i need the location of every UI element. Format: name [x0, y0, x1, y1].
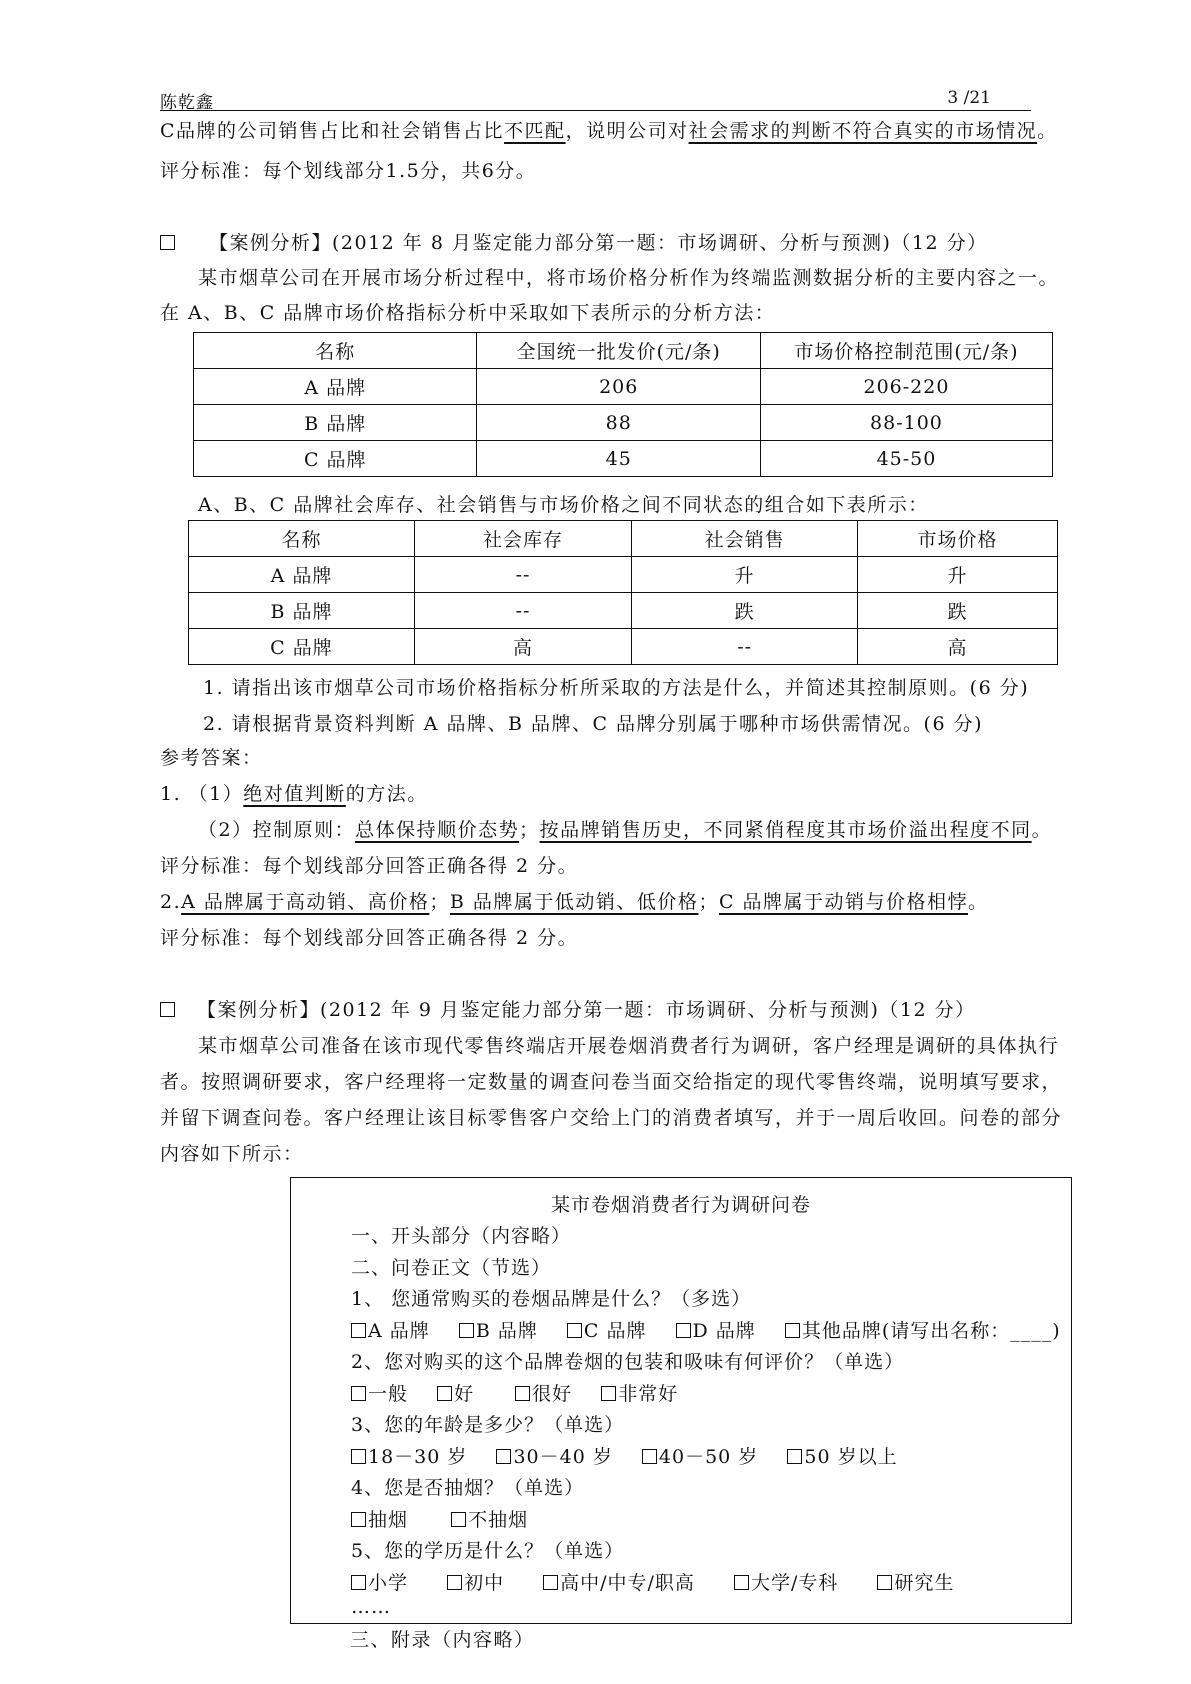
checkbox-icon[interactable]	[447, 1575, 462, 1590]
page-number: 3 /21	[947, 88, 991, 108]
case1-paragraph-2: 在 A、B、C 品牌市场价格指标分析中采取如下表所示的分析方法：	[160, 302, 776, 324]
survey-options-3	[351, 1442, 920, 1469]
intro-line-1	[160, 116, 1058, 143]
table-header-cell: 全国统一批发价(元/条)	[477, 333, 760, 369]
table-cell: 升	[632, 557, 858, 593]
table-cell: --	[414, 593, 631, 629]
checkbox-icon[interactable]	[437, 1386, 452, 1401]
option-label: 30－40 岁	[513, 1446, 613, 1468]
table-cell: 高	[414, 629, 631, 665]
survey-question-5: 5、您的学历是什么？（单选）	[351, 1540, 625, 1562]
text-segment: 。	[1037, 120, 1058, 142]
checkbox-icon[interactable]	[351, 1512, 366, 1527]
text-segment: 1. （1）	[160, 783, 244, 805]
answer-1-2	[198, 815, 1052, 842]
answer-label: 参考答案：	[160, 747, 263, 769]
case2-paragraph-line: 某市烟草公司准备在该市现代零售终端店开展卷烟消费者行为调研，客户经理是调研的具体执行	[198, 1035, 1060, 1057]
underlined-answer: 不匹配	[504, 120, 566, 142]
checkbox-icon[interactable]	[734, 1575, 749, 1590]
checkbox-icon[interactable]	[787, 1449, 802, 1464]
underlined-answer: B 品牌属于低动销、低价格	[449, 891, 699, 913]
option-label: A 品牌	[368, 1320, 430, 1342]
status-table	[188, 520, 1058, 665]
survey-question-1: 1、 您通常购买的卷烟品牌是什么？（多选）	[351, 1288, 752, 1310]
survey-question-4: 4、您是否抽烟？（单选）	[351, 1477, 585, 1499]
option-label: 好	[454, 1383, 475, 1405]
table-cell: 跌	[858, 593, 1058, 629]
option-label: D 品牌	[692, 1320, 756, 1342]
text-segment: 。	[968, 891, 989, 913]
option-label: 高中/中专/职高	[560, 1572, 695, 1594]
table-row	[189, 593, 1058, 629]
checkbox-icon[interactable]	[351, 1575, 366, 1590]
table-header-cell: 社会库存	[414, 521, 631, 557]
table-cell: C 品牌	[189, 629, 415, 665]
ellipsis: ……	[351, 1596, 391, 1618]
table-cell: A 品牌	[189, 557, 415, 593]
case2-title: 【案例分析】(2012 年 9 月鉴定能力部分第一题：市场调研、分析与预测)（12 分）	[197, 999, 976, 1021]
option-label: 小学	[368, 1572, 409, 1594]
checkbox-icon[interactable]	[515, 1386, 530, 1401]
answer-2	[160, 887, 989, 914]
table-header-cell: 社会销售	[632, 521, 858, 557]
section-1: 一、开头部分（内容略）	[351, 1225, 572, 1247]
table-cell: --	[414, 557, 631, 593]
option-label: 其他品牌(请写出名称：____)	[801, 1320, 1061, 1342]
underlined-answer: A 品牌属于高动销、高价格	[181, 891, 430, 913]
table-cell: C 品牌	[194, 441, 477, 477]
table-header-cell: 市场价格	[858, 521, 1058, 557]
checkbox-icon[interactable]	[676, 1323, 691, 1338]
option-label: 40－50 岁	[658, 1446, 759, 1468]
table2-intro: A、B、C 品牌社会库存、社会销售与市场价格之间不同状态的组合如下表所示：	[198, 494, 929, 516]
questionnaire-box	[290, 1177, 1072, 1624]
option-label: 18－30 岁	[368, 1446, 468, 1468]
table-header-cell: 名称	[194, 333, 477, 369]
case1-paragraph-1: 某市烟草公司在开展市场分析过程中，将市场价格分析作为终端监测数据分析的主要内容之一。	[198, 267, 1060, 289]
text-segment: 2.	[160, 891, 182, 913]
table-header-row	[194, 333, 1053, 369]
table-cell: 高	[858, 629, 1058, 665]
survey-options-5	[351, 1568, 954, 1595]
table-cell: 45	[477, 441, 760, 477]
checkbox-icon[interactable]	[160, 235, 175, 250]
checkbox-icon[interactable]	[451, 1512, 466, 1527]
table-row	[194, 441, 1053, 477]
checkbox-icon[interactable]	[567, 1323, 582, 1338]
checkbox-icon[interactable]	[642, 1449, 657, 1464]
table-row	[189, 557, 1058, 593]
checkbox-icon[interactable]	[601, 1386, 616, 1401]
survey-question-3: 3、您的年龄是多少？（单选）	[351, 1414, 625, 1436]
question-2: 2. 请根据背景资料判断 A 品牌、B 品牌、C 品牌分别属于哪种市场供需情况。(6 分)	[203, 713, 984, 735]
table-cell: 升	[858, 557, 1058, 593]
underlined-answer: 按品牌销售历史，不同紧俏程度其市场价溢出程度不同	[539, 819, 1032, 841]
table-header-cell: 市场价格控制范围(元/条)	[760, 333, 1052, 369]
table-cell: --	[632, 629, 858, 665]
text-segment: ；	[698, 891, 719, 913]
text-segment: C品牌的公司销售占比和社会销售占比	[160, 120, 505, 142]
table-row	[189, 629, 1058, 665]
case2-paragraph-line: 内容如下所示：	[160, 1143, 304, 1165]
scoring-2: 评分标准：每个划线部分回答正确各得 2 分。	[160, 927, 579, 949]
price-table	[193, 332, 1053, 477]
checkbox-icon[interactable]	[160, 1002, 175, 1017]
option-label: 不抽烟	[468, 1509, 529, 1531]
checkbox-icon[interactable]	[351, 1323, 366, 1338]
option-label: C 品牌	[583, 1320, 647, 1342]
option-label: 50 岁以上	[804, 1446, 898, 1468]
table-cell: B 品牌	[189, 593, 415, 629]
option-label: 非常好	[618, 1383, 679, 1405]
text-segment: ；	[519, 819, 540, 841]
checkbox-icon[interactable]	[459, 1323, 474, 1338]
table-row	[194, 405, 1053, 441]
table-cell: 206-220	[760, 369, 1052, 405]
page-header	[160, 88, 1031, 111]
table-header-cell: 名称	[189, 521, 415, 557]
option-label: B 品牌	[475, 1320, 538, 1342]
table-cell: 跌	[632, 593, 858, 629]
survey-question-2: 2、您对购买的这个品牌卷烟的包装和吸味有何评价？（单选）	[351, 1351, 905, 1373]
underlined-answer: 社会需求的判断不符合真实的市场情况	[688, 120, 1038, 142]
author-name: 陈乾鑫	[160, 93, 214, 113]
case1-title-line	[160, 228, 988, 255]
answer-1-1	[160, 779, 428, 806]
text-segment: （2）控制原则：	[198, 819, 356, 841]
checkbox-icon[interactable]	[351, 1386, 366, 1401]
option-label: 大学/专科	[750, 1572, 839, 1594]
table-cell: A 品牌	[194, 369, 477, 405]
case2-paragraph-line: 者。按照调研要求，客户经理将一定数量的调查问卷当面交给指定的现代零售终端，说明填写要求，	[160, 1071, 1063, 1093]
text-segment: 的方法。	[345, 783, 428, 805]
survey-options-1	[351, 1316, 1061, 1343]
table-cell: 88	[477, 405, 760, 441]
text-segment: ，说明公司对	[565, 120, 689, 142]
table-cell: 88-100	[760, 405, 1052, 441]
option-label: 抽烟	[368, 1509, 409, 1531]
checkbox-icon[interactable]	[785, 1323, 800, 1338]
underlined-answer: 绝对值判断	[243, 783, 346, 805]
case2-title-line	[160, 995, 976, 1022]
text-segment: ；	[429, 891, 450, 913]
questionnaire-title: 某市卷烟消费者行为调研问卷	[550, 1194, 811, 1216]
section-3: 三、附录（内容略）	[350, 1629, 535, 1651]
case1-title: 【案例分析】(2012 年 8 月鉴定能力部分第一题：市场调研、分析与预测)（12 分）	[209, 232, 988, 254]
table-cell: 206	[477, 369, 760, 405]
underlined-answer: 总体保持顺价态势	[355, 819, 520, 841]
intro-scoring: 评分标准：每个划线部分1.5分，共6分。	[160, 160, 537, 182]
table-cell: 45-50	[760, 441, 1052, 477]
option-label: 很好	[532, 1383, 573, 1405]
text-segment: 。	[1031, 819, 1053, 841]
table-row	[194, 369, 1053, 405]
checkbox-icon[interactable]	[496, 1449, 511, 1464]
question-1: 1. 请指出该市烟草公司市场价格指标分析所采取的方法是什么，并简述其控制原则。(6 分)	[203, 677, 1030, 699]
checkbox-icon[interactable]	[351, 1449, 366, 1464]
section-2: 二、问卷正文（节选）	[351, 1257, 552, 1279]
option-label: 初中	[464, 1572, 505, 1594]
option-label: 研究生	[894, 1572, 955, 1594]
table-cell: B 品牌	[194, 405, 477, 441]
survey-options-4	[351, 1505, 550, 1532]
table-header-row	[189, 521, 1058, 557]
option-label: 一般	[368, 1383, 409, 1405]
checkbox-icon[interactable]	[877, 1575, 892, 1590]
scoring-1: 评分标准：每个划线部分回答正确各得 2 分。	[160, 855, 579, 877]
case2-paragraph-line: 并留下调查问卷。客户经理让该目标零售客户交给上门的消费者填写，并于一周后收回。问卷的部分	[160, 1107, 1063, 1129]
underlined-answer: C 品牌属于动销与价格相悖	[718, 891, 969, 913]
checkbox-icon[interactable]	[543, 1575, 558, 1590]
survey-options-2	[351, 1379, 700, 1406]
